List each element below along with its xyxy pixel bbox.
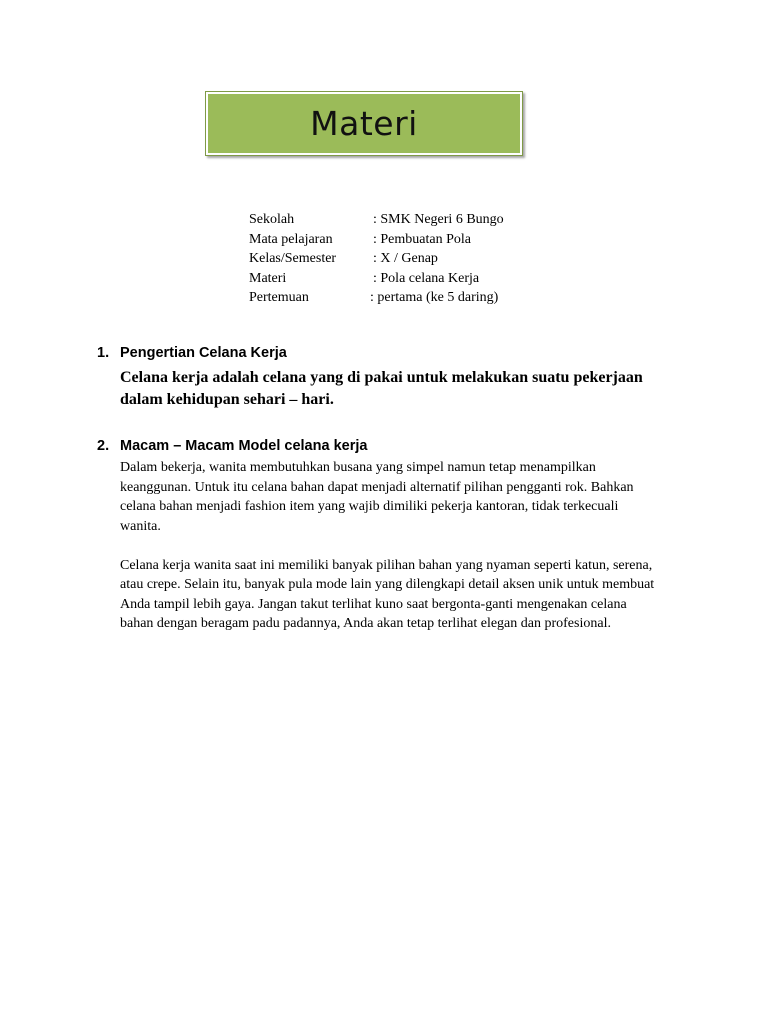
section-macam-model	[97, 438, 660, 653]
info-value: : SMK Negeri 6 Bungo	[373, 212, 504, 227]
section-pengertian	[97, 345, 680, 411]
info-row-pertemuan	[249, 288, 504, 308]
section-heading	[97, 345, 680, 361]
section-heading-text: Macam – Macam Model celana kerja	[120, 438, 368, 454]
info-row-kelas-semester	[249, 249, 504, 269]
paragraph: Celana kerja wanita saat ini memiliki banyak pilihan bahan yang nyaman seperti katun, serena, atau crepe. Selain itu, banyak pula mode lain yang dilengkapi detail aksen unik untuk membuat Anda tampil lebih gaya. Jangan takut terlihat kuno saat bergonta-ganti mengenakan celana bahan dengan beragam padu padannya, Anda akan tetap terlihat elegan dan profesional.	[120, 557, 655, 631]
info-value: : Pembuatan Pola	[373, 231, 471, 247]
info-row-sekolah	[249, 210, 504, 230]
section-heading-text: Pengertian Celana Kerja	[120, 345, 287, 361]
title-box	[205, 91, 523, 156]
page-title: Materi	[310, 104, 418, 143]
section-number: 1.	[97, 345, 110, 361]
info-value: : X / Genap	[373, 251, 438, 266]
info-row-mata-pelajaran	[249, 230, 504, 250]
section-body: Celana kerja adalah celana yang di pakai untuk melakukan suatu pekerjaan dalam kehidupan sehari – hari.	[120, 369, 643, 408]
info-label: Materi	[249, 270, 287, 286]
info-value: : pertama (ke 5 daring)	[370, 290, 499, 305]
section-heading	[97, 438, 660, 454]
info-label: Sekolah	[249, 212, 295, 227]
info-label: Kelas/Semester	[249, 251, 337, 266]
info-label: Pertemuan	[249, 290, 309, 305]
paragraph: Dalam bekerja, wanita membutuhkan busana yang simpel namun tetap menampilkan keanggunan. Untuk itu celana bahan dapat menjadi alternatif pilihan pengganti rok. Bahkan celana bahan menjadi fashion item yang wajib dimiliki pekerja kantoran, tidak terkecuali wanita.	[120, 460, 634, 534]
info-table	[249, 210, 504, 308]
info-row-materi	[249, 269, 504, 289]
section-number: 2.	[97, 438, 110, 454]
info-label: Mata pelajaran	[249, 231, 333, 247]
section-body	[120, 458, 660, 634]
info-value: : Pola celana Kerja	[373, 270, 480, 286]
